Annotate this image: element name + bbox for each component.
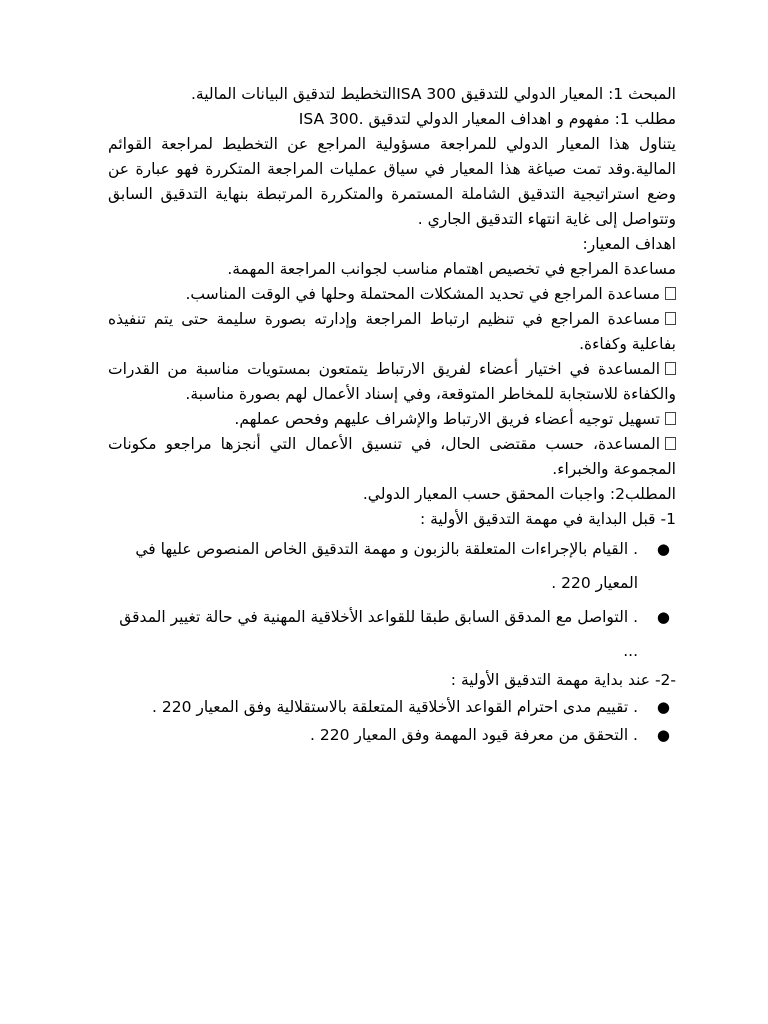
objective-item xyxy=(108,282,676,307)
section-title: المبحث 1: المعيار الدولي للتدقيق ISA 300التخطيط لتدقيق البيانات المالية. xyxy=(190,85,676,103)
before-start-list xyxy=(108,532,676,668)
list-item-text: . التواصل مع المدقق السابق طبقا للقواعد الأخلاقية المهنية في حالة تغيير المدقق ... xyxy=(119,608,638,660)
at-start-list xyxy=(108,693,676,749)
checkbox-icon xyxy=(665,412,676,425)
list-item-text: . القيام بالإجراءات المتعلقة بالزبون و مهمة التدقيق الخاص المنصوص عليها في المعيار 220 . xyxy=(135,540,638,592)
intro-paragraph: يتناول هذا المعيار الدولي للمراجعة مسؤولية المراجع عن التخطيط لمراجعة القوائم المالية.وقد تمت صياغة هذا المعيار في سياق عمليات المراجعة المتكررة فهو عبارة عن وضع استراتيجية التدقيق الشاملة المستمرة والمتكررة المرتبطة بنهاية التدقيق السابق وتتواصل إلى غاية انتهاء التدقيق الجاري . xyxy=(108,135,676,228)
bullet-icon: ● xyxy=(656,698,670,716)
objective-item xyxy=(108,432,676,482)
objectives-heading: اهداف المعيار: xyxy=(582,235,676,253)
objective-text: المساعدة في اختيار أعضاء لفريق الارتباط يتمتعون بمستويات مناسبة من القدرات والكفاءة للاستجابة للمخاطر المتوقعة، وفي إسناد الأعمال لهم بصورة مناسبة. xyxy=(108,360,676,403)
bullet-icon: ● xyxy=(656,608,670,626)
list-item-text: . تقييم مدى احترام القواعد الأخلاقية المتعلقة بالاستقلالية وفق المعيار 220 . xyxy=(152,698,638,716)
list-item xyxy=(108,693,676,721)
objective-item xyxy=(108,357,676,407)
document-body xyxy=(108,82,676,749)
list-item-text: . التحقق من معرفة قيود المهمة وفق المعيار 220 . xyxy=(309,726,638,744)
subsection-1-title: مطلب 1: مفهوم و اهداف المعيار الدولي لتدقيق .ISA 300 xyxy=(298,110,676,128)
bullet-icon: ● xyxy=(656,540,670,558)
list-item xyxy=(108,532,676,600)
objectives-intro: مساعدة المراجع في تخصيص اهتمام مناسب لجوانب المراجعة المهمة. xyxy=(227,260,676,278)
objective-item xyxy=(108,407,676,432)
subsection-2-title: المطلب2: واجبات المحقق حسب المعيار الدولي. xyxy=(362,485,676,503)
checkbox-icon xyxy=(665,362,676,375)
list-item xyxy=(108,600,676,668)
objective-item xyxy=(108,307,676,357)
at-start-heading: -2- عند بداية مهمة التدقيق الأولية : xyxy=(450,671,676,689)
objective-text: المساعدة، حسب مقتضى الحال، في تنسيق الأعمال التي أنجزها مراجعو مكونات المجموعة والخبراء. xyxy=(108,435,676,478)
list-item xyxy=(108,721,676,749)
before-start-heading: 1- قبل البداية في مهمة التدقيق الأولية : xyxy=(419,510,676,528)
objective-text: تسهيل توجيه أعضاء فريق الارتباط والإشراف عليهم وفحص عملهم. xyxy=(234,410,660,428)
checkbox-icon xyxy=(665,287,676,300)
objective-text: مساعدة المراجع في تنظيم ارتباط المراجعة وإدارته بصورة سليمة حتى يتم تنفيذه بفاعلية وكفاءة. xyxy=(108,310,676,353)
checkbox-icon xyxy=(665,312,676,325)
checkbox-icon xyxy=(665,437,676,450)
objective-text: مساعدة المراجع في تحديد المشكلات المحتملة وحلها في الوقت المناسب. xyxy=(185,285,660,303)
bullet-icon: ● xyxy=(656,726,670,744)
